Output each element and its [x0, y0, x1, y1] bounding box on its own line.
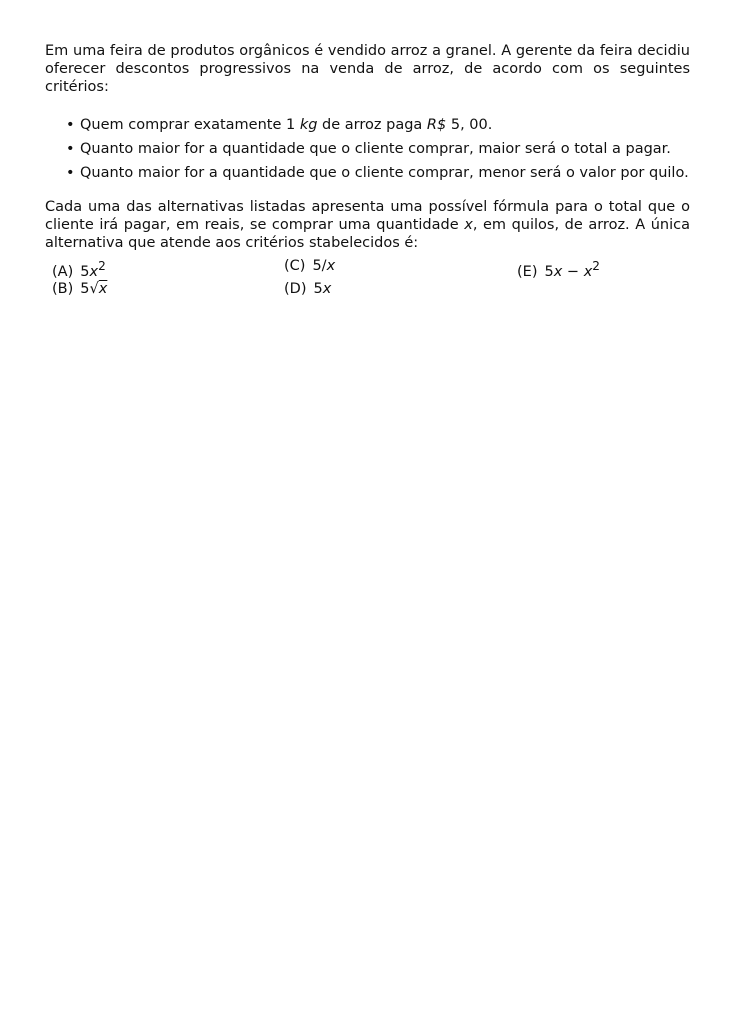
- unit-kg: kg: [299, 117, 318, 133]
- bullet-icon: •: [66, 165, 75, 181]
- option-label: (B): [52, 281, 74, 297]
- question-page: [45, 42, 690, 301]
- currency-symbol: R$: [426, 117, 447, 133]
- option-label: (E): [517, 263, 538, 280]
- answer-options: [45, 257, 690, 301]
- variable-x: x: [464, 217, 473, 233]
- option-e[interactable]: (E) $5x - x^2$: [517, 259, 600, 280]
- criteria-item: • Quem comprar exatamente 1 kg de arroz paga R$ 5, 00.: [66, 117, 493, 133]
- option-label: (C): [284, 258, 306, 274]
- bullet-icon: •: [66, 117, 75, 133]
- option-c[interactable]: (C) 5/x: [284, 258, 336, 274]
- square-root-icon: √: [89, 281, 99, 297]
- option-d[interactable]: (D) 5x: [284, 281, 332, 297]
- criteria-item: • Quanto maior for a quantidade que o cliente comprar, menor será o valor por quilo.: [66, 165, 689, 181]
- option-label: (A): [52, 263, 74, 280]
- option-label: (D): [284, 281, 307, 297]
- intro-paragraph: Em uma feira de produtos orgânicos é vendido arroz a granel. A gerente da feira decidiu oferecer descontos progressivos na venda de arroz, de acordo com os seguintes critérios:: [45, 43, 690, 95]
- criteria-list: [45, 116, 690, 182]
- question-paragraph: Cada uma das alternativas listadas apresenta uma possível fórmula para o total que o cliente irá pagar, em reais, se comprar uma quantidade x, em quilos, de arroz. A única alternativa que atende aos critérios stabelecidos é:: [45, 199, 690, 251]
- option-b[interactable]: (B) 5√x: [52, 281, 108, 297]
- option-a[interactable]: (A) $5x^2$: [52, 259, 106, 280]
- bullet-icon: •: [66, 141, 75, 157]
- criteria-item: • Quanto maior for a quantidade que o cliente comprar, maior será o total a pagar.: [66, 141, 671, 157]
